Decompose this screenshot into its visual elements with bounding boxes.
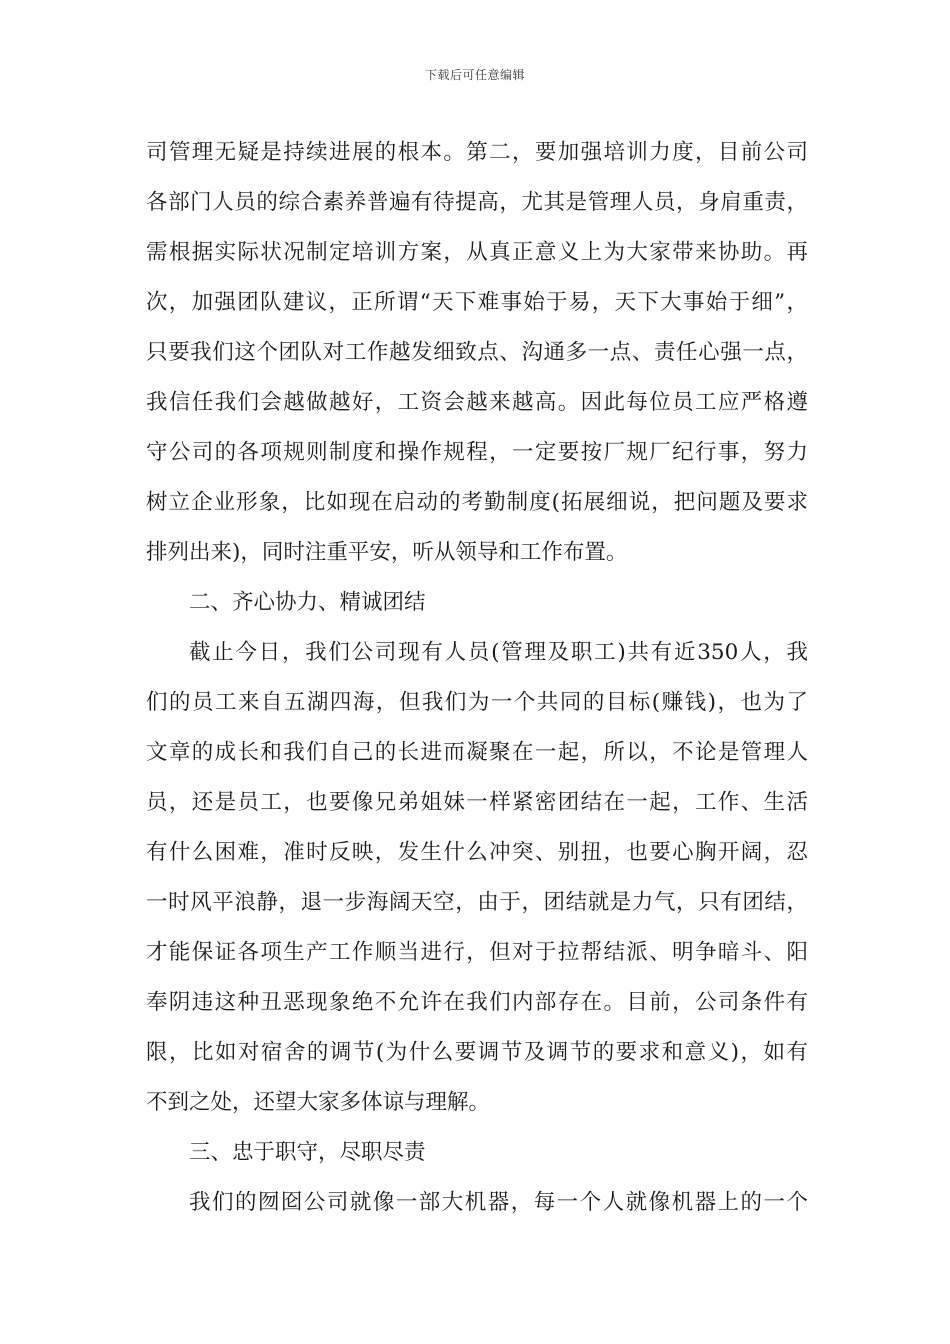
text-line: 守公司的各项规则制度和操作规程，一定要按厂规厂纪行事，努力 xyxy=(146,440,808,465)
text-line: 奉阴违这种丑恶现象绝不允许在我们内部存在。目前，公司条件有 xyxy=(146,990,808,1015)
text-line: 文章的成长和我们自己的长进而凝聚在一起，所以，不论是管理人 xyxy=(146,740,808,765)
section-heading: 二、齐心协力、精诚团结 xyxy=(189,590,426,615)
text-line: 限，比如对宿舍的调节(为什么要调节及调节的要求和意义)，如有 xyxy=(146,1040,808,1065)
header-note: 下载后可任意编辑 xyxy=(424,68,525,82)
body-text xyxy=(146,133,808,1233)
text-line: 我们的囫囵公司就像一部大机器，每一个人就像机器上的一个 xyxy=(189,1190,808,1215)
text-line: 次，加强团队建议，正所谓“天下难事始于易，天下大事始于细”， xyxy=(146,290,808,315)
text-line: 们的员工来自五湖四海，但我们为一个共同的目标(赚钱)，也为了 xyxy=(146,690,808,715)
text-line: 司管理无疑是持续进展的根本。第二，要加强培训力度，目前公司 xyxy=(146,140,808,165)
text-line: 才能保证各项生产工作顺当进行，但对于拉帮结派、明争暗斗、阳 xyxy=(146,940,808,965)
text-line: 不到之处，还望大家多体谅与理解。 xyxy=(146,1090,491,1115)
text-line: 只要我们这个团队对工作越发细致点、沟通多一点、责任心强一点， xyxy=(146,340,808,365)
text-line: 我信任我们会越做越好，工资会越来越高。因此每位员工应严格遵 xyxy=(146,390,808,415)
text-line: 树立企业形象，比如现在启动的考勤制度(拓展细说，把问题及要求 xyxy=(146,490,808,515)
text-line: 截止今日，我们公司现有人员(管理及职工)共有近350人，我 xyxy=(189,640,808,665)
text-line: 员，还是员工，也要像兄弟姐妹一样紧密团结在一起，工作、生活 xyxy=(146,790,808,815)
text-line: 有什么困难，准时反映，发生什么冲突、别扭，也要心胸开阔，忍 xyxy=(146,840,808,865)
text-line: 排列出来)，同时注重平安，听从领导和工作布置。 xyxy=(146,540,628,565)
text-line: 需根据实际状况制定培训方案，从真正意义上为大家带来协助。再 xyxy=(146,240,808,265)
text-line: 各部门人员的综合素养普遍有待提高，尤其是管理人员，身肩重责， xyxy=(146,190,808,215)
section-heading: 三、忠于职守，尽职尽责 xyxy=(189,1140,426,1165)
text-line: 一时风平浪静，退一步海阔天空，由于，团结就是力气，只有团结， xyxy=(146,890,808,915)
